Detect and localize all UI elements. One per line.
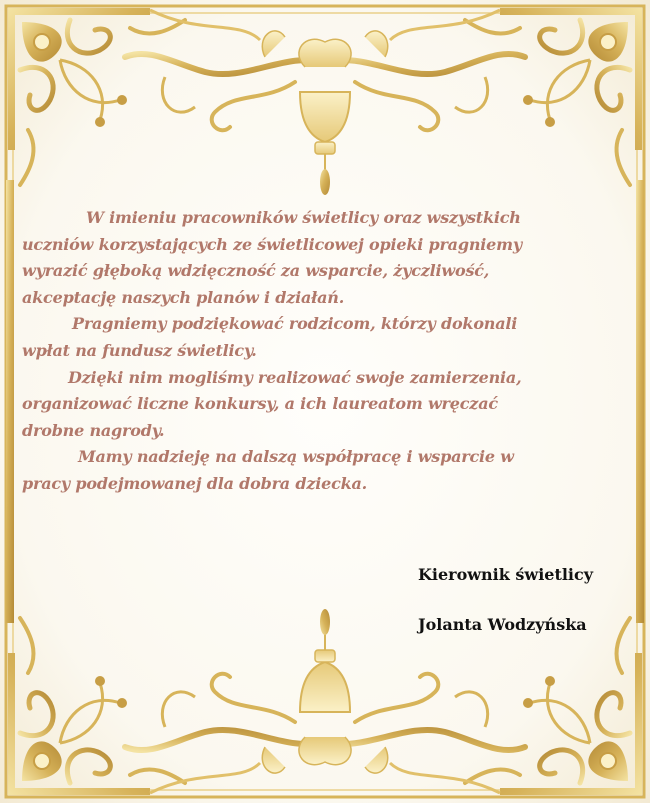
letter-line: drobne nagrody. (22, 420, 165, 440)
letter-line: Pragniemy podziękować rodzicom, którzy dokonali (72, 314, 518, 334)
letter-body (22, 205, 582, 498)
signature-name: Jolanta Wodzyńska (418, 615, 587, 634)
letter-line: uczniów korzystających ze świetlicowej opieki pragniemy (22, 234, 522, 254)
letter-line: pracy podejmowanej dla dobra dziecka. (22, 473, 368, 493)
letter-line: akceptację naszych planów i działań. (22, 287, 345, 307)
letter-line: organizować liczne konkursy, a ich laureatom wręczać (22, 394, 498, 414)
signature-role: Kierownik świetlicy (418, 565, 594, 584)
letter-line: wpłat na fundusz świetlicy. (22, 340, 257, 360)
letter-line: wyrazić głęboką wdzięczność za wsparcie, życzliwość, (22, 261, 490, 281)
letter-line: W imieniu pracowników świetlicy oraz wszystkich (86, 208, 521, 227)
signature-block (418, 562, 593, 638)
letter-line: Dzięki nim mogliśmy realizować swoje zamierzenia, (68, 367, 522, 387)
letter-line: Mamy nadzieję na dalszą współpracę i wsparcie w (78, 447, 514, 467)
